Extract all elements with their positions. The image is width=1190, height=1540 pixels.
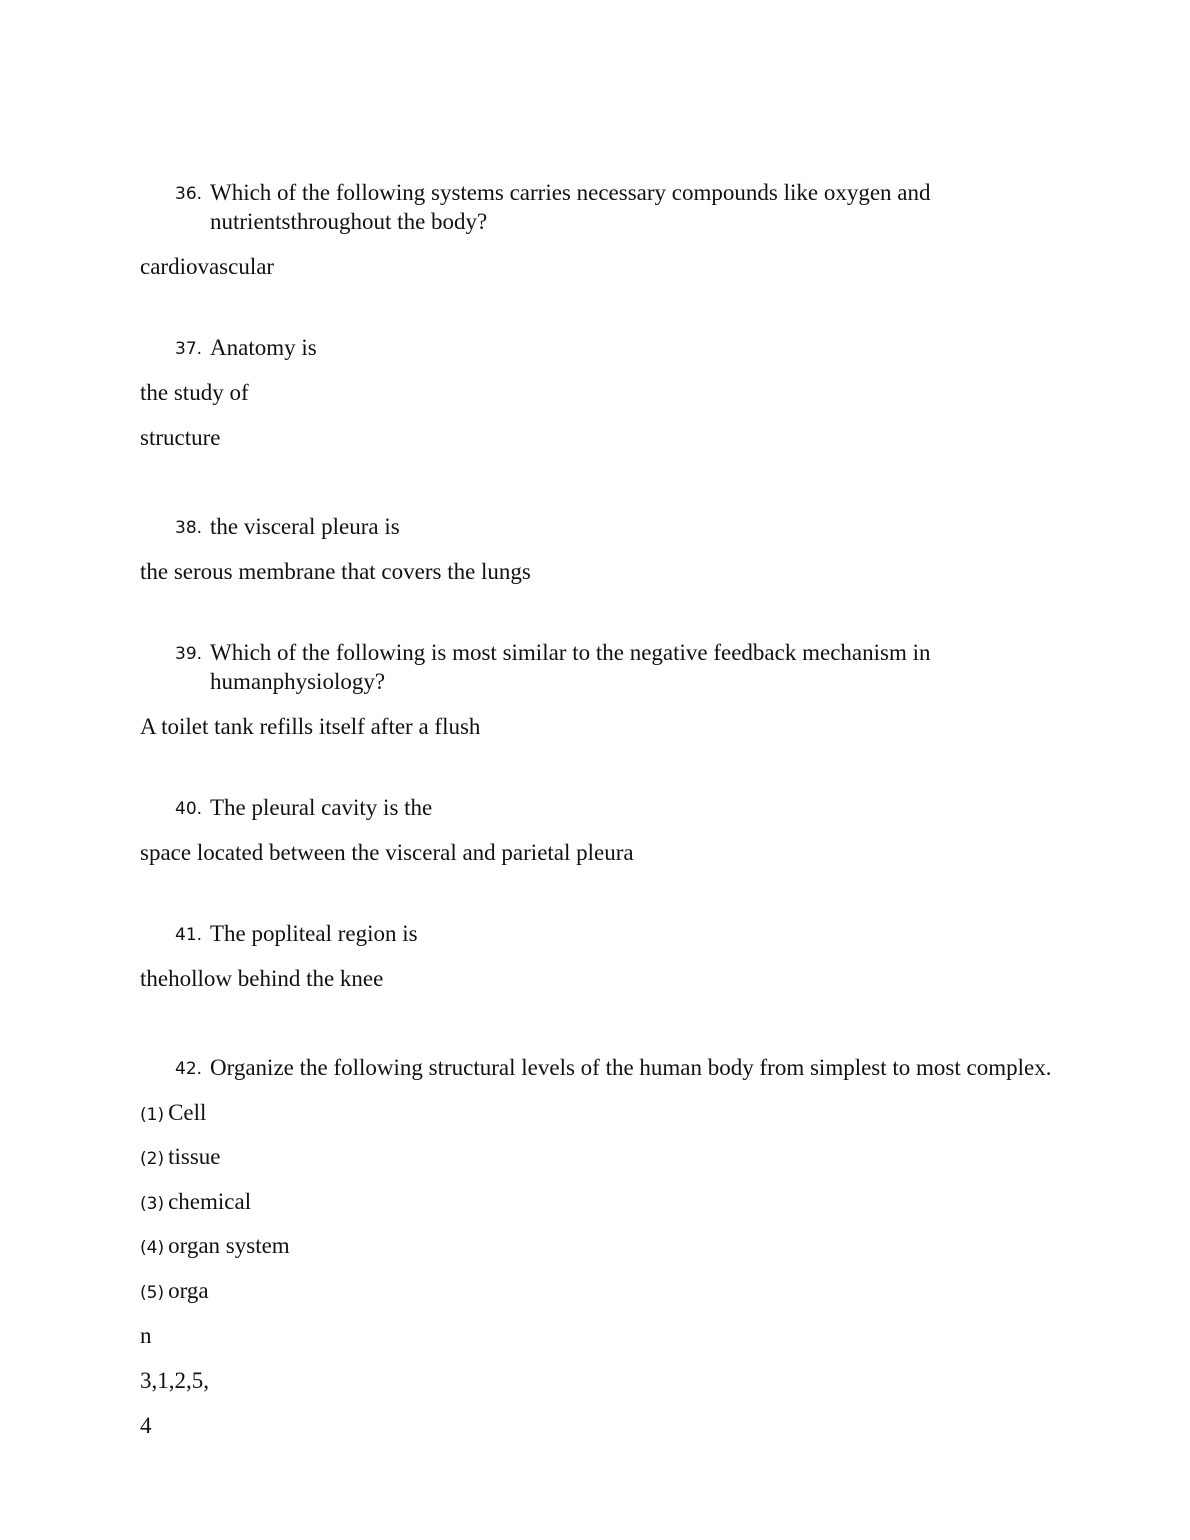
question-38 bbox=[175, 512, 1075, 541]
question-number: 36. bbox=[175, 184, 203, 204]
question-number: 41. bbox=[175, 925, 203, 945]
question-text: the visceral pleura is bbox=[210, 514, 400, 539]
answer-text: n bbox=[140, 1323, 152, 1348]
answer-text: thehollow behind the knee bbox=[140, 966, 384, 991]
question-number: 39. bbox=[175, 644, 203, 664]
question-text: Which of the following is most similar to the negative feedback mechanism in humanphysiology? bbox=[210, 640, 931, 694]
question-number: 40. bbox=[175, 799, 203, 819]
answer-text: the serous membrane that covers the lungs bbox=[140, 559, 531, 584]
question-number: 42. bbox=[175, 1059, 203, 1079]
option-number: (2) bbox=[140, 1149, 165, 1169]
question-40 bbox=[175, 793, 1075, 822]
question-41 bbox=[175, 919, 1075, 948]
question-text: Anatomy is bbox=[210, 335, 317, 360]
option-item bbox=[140, 1187, 251, 1219]
option-item bbox=[140, 1276, 209, 1308]
answer-text: structure bbox=[140, 425, 221, 450]
answer-text: space located between the visceral and parietal pleura bbox=[140, 840, 634, 865]
answer-text: 4 bbox=[140, 1413, 152, 1438]
option-label: chemical bbox=[168, 1189, 252, 1214]
question-text: Organize the following structural levels of the human body from simplest to most complex. bbox=[210, 1055, 1052, 1080]
option-number: (5) bbox=[140, 1283, 165, 1303]
option-item bbox=[140, 1098, 206, 1130]
question-37 bbox=[175, 333, 1075, 362]
option-item bbox=[140, 1142, 220, 1174]
question-36 bbox=[175, 178, 1075, 236]
option-label: tissue bbox=[168, 1144, 221, 1169]
question-42 bbox=[175, 1053, 1075, 1082]
answer-text: the study of bbox=[140, 380, 249, 405]
option-label: organ system bbox=[168, 1233, 290, 1258]
question-number: 38. bbox=[175, 518, 203, 538]
option-item bbox=[140, 1231, 290, 1263]
question-text: The pleural cavity is the bbox=[210, 795, 433, 820]
question-text: Which of the following systems carries necessary compounds like oxygen and nutrientsthroughout the body? bbox=[210, 180, 931, 234]
question-39 bbox=[175, 638, 1075, 696]
option-label: orga bbox=[168, 1278, 209, 1303]
option-number: (3) bbox=[140, 1194, 165, 1214]
option-number: (1) bbox=[140, 1105, 165, 1125]
answer-text: 3,1,2,5, bbox=[140, 1368, 209, 1393]
option-number: (4) bbox=[140, 1238, 165, 1258]
question-number: 37. bbox=[175, 339, 203, 359]
answer-text: A toilet tank refills itself after a flush bbox=[140, 714, 481, 739]
option-label: Cell bbox=[168, 1100, 207, 1125]
question-text: The popliteal region is bbox=[210, 921, 418, 946]
answer-text: cardiovascular bbox=[140, 254, 275, 279]
